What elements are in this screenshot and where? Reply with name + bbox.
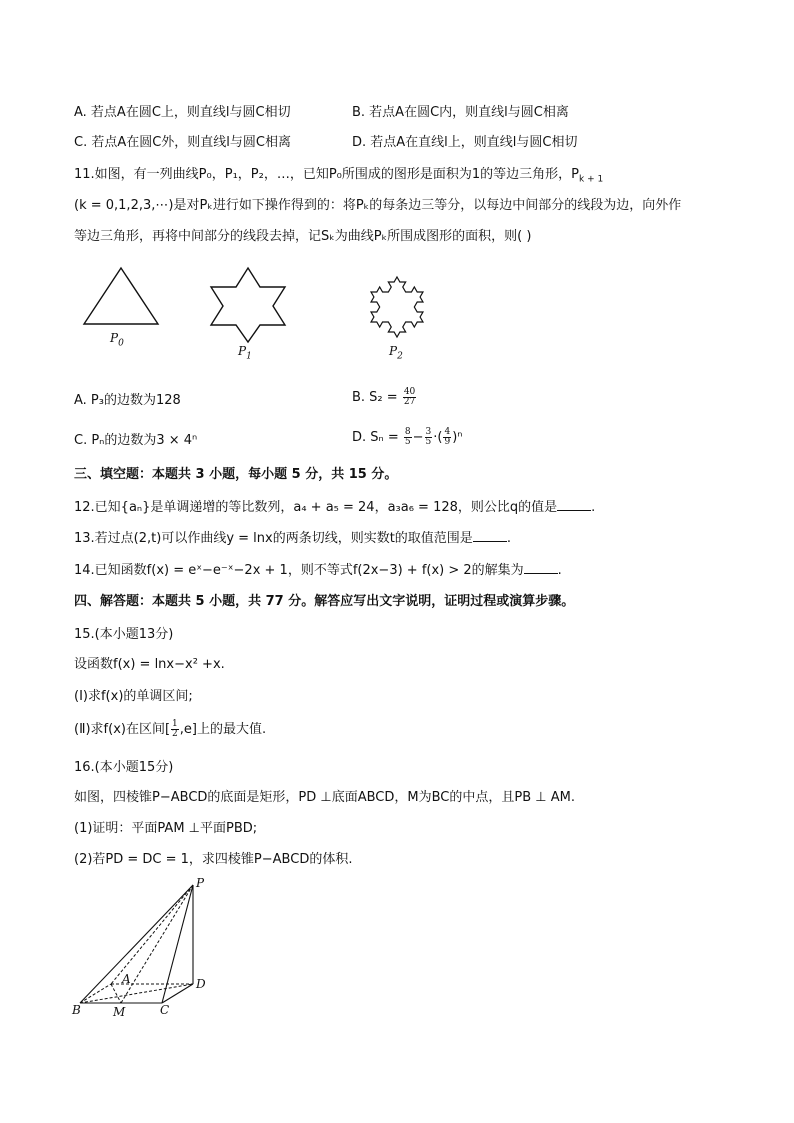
q12: 12.已知{aₙ}是单调递增的等比数列，a₄ + a₅ = 24，a₃a₆ = 128，则公比q的值是 . xyxy=(74,500,596,515)
figure-p1-label: $P_1$ xyxy=(238,344,252,362)
q16-part2: (2)若PD = DC = 1，求四棱锥P−ABCD的体积. xyxy=(74,852,353,867)
q11-stem-line1: 11.如图，有一列曲线P₀，P₁，P₂，…，已知P₀所围成的图形是面积为1的等边三角形，$P_{k + 1}$ xyxy=(74,167,604,185)
answer-blank[interactable] xyxy=(524,561,558,574)
koch-curve xyxy=(371,277,423,337)
q16-stem: 如图，四棱锥P−ABCD的底面是矩形，PD ⊥底面ABCD，M为BC的中点，且PB ⊥ AM. xyxy=(74,790,575,805)
q11-option-b: B. S₂ = $\frac{40}{27}$ xyxy=(352,387,416,407)
q14: 14.已知函数f(x) = eˣ−e⁻ˣ−2x + 1，则不等式f(2x−3) + f(x) > 2的解集为 . xyxy=(74,563,562,578)
q10-option-c: C. 若点A在圆C外，则直线l与圆C相离 xyxy=(74,135,292,150)
figure-p2-label: $P_2$ xyxy=(389,344,403,362)
pyramid-label-c: C xyxy=(160,1003,170,1017)
q16-part1: (1)证明：平面PAM ⊥平面PBD; xyxy=(74,821,258,836)
q10-option-b: B. 若点A在圆C内，则直线l与圆C相离 xyxy=(352,105,569,120)
figure-p1-hexagram xyxy=(203,264,293,344)
q10-option-d: D. 若点A在直线l上，则直线l与圆C相切 xyxy=(352,135,578,150)
q15-stem: 设函数f(x) = lnx−x² +x. xyxy=(74,657,225,672)
q10-option-a: A. 若点A在圆C上，则直线l与圆C相切 xyxy=(74,105,291,120)
fraction-8-5: $\frac{8}{5}$ xyxy=(404,427,411,447)
q15-header: 15.(本小题13分) xyxy=(74,627,174,642)
answer-blank[interactable] xyxy=(557,498,591,511)
figure-p0-label: $P_0$ xyxy=(110,331,124,349)
pyramid-label-a: A xyxy=(122,972,131,986)
pyramid-figure xyxy=(70,875,220,1020)
q13: 13.若过点(2,t)可以作曲线y = lnx的两条切线，则实数t的取值范围是 . xyxy=(74,531,511,546)
q11-stem-line3: 等边三角形，再将中间部分的线段去掉，记Sₖ为曲线Pₖ所围成图形的面积，则( ) xyxy=(74,229,532,244)
pyramid-label-d: D xyxy=(196,977,206,991)
fraction-1-2: $\frac{1}{2}$ xyxy=(172,719,178,739)
q11-option-d: D. Sₙ = $\frac{8}{5}$ − $\frac{3}{5}$ ·( $\frac{4}{9}$ )ⁿ xyxy=(352,427,463,447)
q11-option-c: C. Pₙ的边数为3 × 4ⁿ xyxy=(74,433,198,448)
figure-p0-triangle xyxy=(80,265,162,331)
q16-header: 16.(本小题15分) xyxy=(74,760,174,775)
pyramid-label-b: B xyxy=(72,1003,81,1017)
section-4-heading: 四、解答题：本题共 5 小题，共 77 分。解答应写出文字说明，证明过程或演算步骤。 xyxy=(74,594,575,609)
section-3-heading: 三、填空题：本题共 3 小题，每小题 5 分，共 15 分。 xyxy=(74,467,398,482)
q15-part2: (Ⅱ)求f(x)在区间[ $\frac{1}{2}$ ,e]上的最大值. xyxy=(74,719,267,739)
answer-blank[interactable] xyxy=(473,529,507,542)
q11-stem-line2: (k = 0,1,2,3,⋯)是对Pₖ进行如下操作得到的：将Pₖ的每条边三等分，以每边中间部分的线段为边，向外作 xyxy=(74,198,682,213)
figure-p2-snowflake xyxy=(352,264,442,344)
q11-option-a: A. P₃的边数为128 xyxy=(74,393,181,408)
q15-part1: (Ⅰ)求f(x)的单调区间; xyxy=(74,689,193,704)
fraction-3-5: $\frac{3}{5}$ xyxy=(425,427,432,447)
fraction-4-9: $\frac{4}{9}$ xyxy=(444,427,451,447)
pyramid-label-m: M xyxy=(113,1005,126,1019)
pyramid-label-p: P xyxy=(196,876,205,890)
fraction-40-27: $\frac{40}{27}$ xyxy=(403,387,416,407)
